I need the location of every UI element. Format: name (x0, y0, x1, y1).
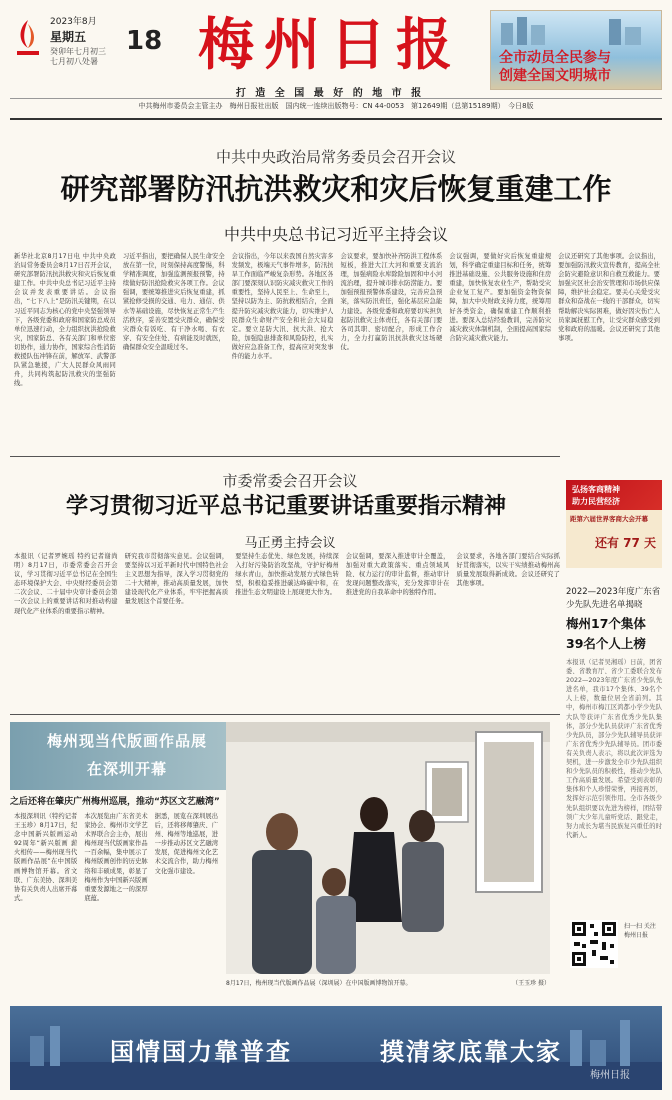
census-slogan-left: 国情国力靠普查 (110, 1038, 292, 1066)
date-day: 18 (126, 26, 163, 56)
newspaper-logo-icon (14, 18, 42, 58)
census-slogan-right: 摸清家底靠大家 (380, 1038, 562, 1066)
date-solar-term: 七月初八处暑 (50, 57, 98, 66)
third-column: 本次展览由广东省美术家协会、梅州市文学艺术界联合会主办，展出梅州现当代版画家作品一百余幅，集中展示了梅州版画创作的历史脉络和丰硕成果，彰显了梅州作为中国新兴版画重要发源地之一的深厚底蕴。 (84, 813, 148, 902)
second-column: 要坚持生态优先、绿色发展，持续深入打好污染防治攻坚战，守护好梅州绿水青山，加快推动发展方式绿色转型，积极稳妥推进碳达峰碳中和，在推进生态文明建设上展现更大作为。 (235, 553, 339, 597)
second-column: 会议强调，要深入推进审计全覆盖，加强对重大政策落实、重点领域风险、权力运行的审计监督，推动审计发现问题整改落实，充分发挥审计在推进党的自我革命中的独特作用。 (345, 553, 450, 597)
qr-label: 扫一扫 关注梅州日报 (624, 923, 656, 939)
lead-column: 会议指出，今年以来我国自然灾害多发频发，极端天气事件增多，防汛抗旱工作面临严峻复杂形势。各地区各部门要深刻认识防灾减灾救灾工作的重要性，坚持人民至上、生命至上，坚持以防为主、防抗救相结合，全面提升防灾减灾救灾能力，切实维护人民群众生命财产安全和社会大局稳定。要立足防大汛、抗大洪、抢大险，加强隐患排查和风险防控，扎实做好应急准备工作，提高应对突发事件的能力水平。 (231, 253, 334, 361)
divider (10, 118, 662, 120)
photo-caption (226, 978, 550, 987)
photo-credit: （王玉珍 摄） (512, 980, 550, 987)
ad-watermark: 梅州日报 (590, 1070, 630, 1081)
banner-subtitle: 之后还将在肇庆广州梅州巡展，推动“苏区文艺融湾” (10, 797, 220, 807)
paper-slogan: 打 造 全 国 最 好 的 地 市 报 (235, 88, 425, 99)
masthead (10, 8, 662, 108)
lead-column: 会议强调，要做好灾后恢复重建规划，科学确定重建目标和任务，统筹推进基础设施、公共服务设施和住房重建，加快恢复农业生产，帮助受灾企业复工复产。要加强资金物资保障，加大中央财政支持力度，统筹用好各类资金，确保重建工作顺利推进。要深入总结经验教训，完善防灾减灾救灾体制机制，全面提高国家综合防灾减灾救灾能力。 (449, 253, 552, 342)
lead-subhead: 中共中央总书记习近平主持会议 (223, 225, 448, 244)
third-column: 本报深圳讯（特约记者王玉珍）8月17日，纪念中国新兴版画运动92周年“新兴版画 薪火相传——梅州现当代版画作品展”在中国版画博物馆开幕。省文联、广东美协、深圳美协有关负责人出席开幕式。 (14, 813, 78, 902)
second-column: 本报讯（记者罗婉瑶 特约记者谢尚明）8月17日，市委常委会召开会议，学习贯彻习近平总书记在全国生态环境保护大会、中央财经委员会第二次会议、二十届中央审计委员会第一次会议上的重要讲话和对推动构建现代化产业体系的重要指示精神。 (14, 553, 118, 615)
banner-title-line-1: 梅州现当代版画作品展 (46, 732, 207, 750)
divider (10, 714, 560, 715)
photo-caption-text: 8月17日，梅州现当代版画作品展（深圳展）在中国版画博物馆开幕。 (226, 980, 412, 987)
city-skyline-icon (491, 11, 661, 45)
second-headline: 学习贯彻习近平总书记重要讲话重要指示精神 (65, 494, 506, 519)
sidebar-ad-line-1: 弘扬客商精神 (572, 485, 620, 494)
lead-column: 新华社北京8月17日电 中共中央政治局常务委员会8月17日召开会议，研究部署防汛抗洪救灾和灾后恢复重建工作。中共中央总书记习近平主持会议并发表重要讲话。会议指出，“七下八上”是防汛关键期，在以习近平同志为核心的党中央坚强领导下，各级党委和政府和国家防总成员单位迅速行动，全力组织抗洪抢险救灾，国家防总、各有关部门和单位密切协作，通力协作，国家综合性消防救援队伍冲锋在前，解放军、武警部队紧急驰援，广大人民群众风雨同舟，共同构筑起防汛救灾的坚强防线。 (14, 253, 116, 388)
date-box (10, 8, 170, 70)
lead-column: 会议还研究了其他事项。会议指出，要加强防汛救灾宣传教育，提高全社会防灾避险意识和自救互救能力。要加强灾区社会治安管理和市场供应保障，维护社会稳定。要关心关爱受灾群众和奋战在一线的干部群众，切实帮助解决实际困难，做好因灾伤亡人员家属抚慰工作，让受灾群众感受到党和政府的温暖。会议还研究了其他事项。 (558, 253, 660, 342)
city-skyline-icon (10, 1006, 662, 1090)
exhibition-photo (226, 722, 550, 974)
countdown-days: 还有 77 天 (594, 536, 656, 550)
sidebar-kicker: 2022—2023年度广东省少先队先进名单揭晓 (566, 587, 661, 610)
second-subhead: 马正勇主持会议 (244, 536, 336, 551)
lead-body (14, 252, 660, 448)
countdown-ad (566, 510, 662, 568)
publication-info: 中共梅州市委员会主管主办 梅州日报社出版 国内统一连续出版物号：CN 44-0053 第12649期（总第15189期） 今日8版 (10, 98, 662, 111)
second-body (14, 552, 560, 710)
census-banner-ad (10, 1006, 662, 1090)
date-weekday: 星期五 (50, 30, 87, 44)
promo-line-2: 创建全国文明城市 (499, 68, 611, 84)
third-column: 据悉，展览在深圳展出后，还将移师肇庆、广州、梅州等地巡展，进一步推动苏区文艺融湾发展，促进梅州文化艺术交流合作，助力梅州文化强市建设。 (154, 813, 218, 875)
promo-line-1: 全市动员全民参与 (499, 50, 611, 66)
lead-column: 习近平指出，要把确保人民生命安全放在第一位，时刻保持高度警惕，科学精准调度，加强监测预报预警，持续做好防汛抢险救灾各项工作。会议强调，要统筹推进灾后恢复重建，抓紧抢修受损的交通、电力、通信、供水等基础设施，尽快恢复正常生产生活秩序，妥善安置受灾群众，确保受灾群众有饭吃、有干净水喝、有衣穿、有安全住处、有病能及时就医，确保群众安全温暖过冬。 (122, 253, 225, 351)
banner-title-line-2: 在深圳开幕 (86, 760, 167, 778)
exhibition-banner (10, 722, 240, 790)
second-kicker: 市委常委会召开会议 (222, 472, 358, 490)
sidebar-body: 本报讯（记者吴湘瑶）日前，团省委、省教育厅、省少工委联合发布2022—2023年度广东省少先队先进名单，我市17个集体、39名个人上榜，数量位居全省前列。其中，梅州市梅江区鸿都小学少先队大队等获评广东省优秀少先队集体，部分少先队员获评广东省优秀少先队员，部分少先队辅导员获评广东省优秀少先队辅导员。团市委有关负责人表示，将以此次评选为契机，进一步激发全市少先队组织和少先队员的积极性，推动少先队工作高质量发展。希望受到表彰的集体和个人珍惜荣誉，再接再厉，发挥好示范引领作用。全市各级少先队组织要以先进为榜样，团结带领广大少年儿童听党话、跟党走，努力成长为堪当民族复兴重任的时代新人。 (566, 659, 662, 839)
lead-column: 会议要求，要加快补齐防洪工程体系短板，推进大江大河和重要支流治理，加强病险水库除险加固和中小河流治理，提升城市排水防涝能力。要加强预报预警体系建设，完善应急预案，落实防汛责任，强化基层应急能力建设。各级党委和政府要切实担负起防汛救灾主体责任，各有关部门要各司其职、密切配合，形成工作合力，全力打赢防汛抗洪救灾这场硬仗。 (340, 253, 443, 351)
gallery-scene-image (226, 722, 550, 974)
lead-kicker: 中共中央政治局常务委员会召开会议 (215, 148, 456, 166)
lead-headline: 研究部署防汛抗洪救灾和灾后恢复重建工作 (60, 172, 612, 206)
civilization-promo (490, 10, 662, 90)
divider (10, 456, 560, 457)
second-column: 研究我市贯彻落实意见。会议强调，要坚持以习近平新时代中国特色社会主义思想为指导，深入学习贯彻党的二十大精神，推动高质量发展，加快建设现代化产业体系，牢牢把握高质量发展这个首要任务。 (124, 553, 229, 606)
paper-title: 梅州日报 (198, 12, 462, 78)
date-year-month: 2023年8月 (50, 17, 97, 27)
second-column: 会议要求，各地各部门要结合实际抓好贯彻落实，以实干实绩推动梅州高质量发展取得新成效。会议还研究了其他事项。 (456, 553, 560, 588)
sidebar-ad-line-2: 助力民营经济 (572, 497, 620, 506)
date-lunar: 癸卯年七月初三 (50, 47, 106, 56)
third-body (14, 812, 218, 1002)
sidebar-headline: 梅州17个集体39名个人上榜 (566, 616, 646, 651)
countdown-label: 距第六届世界客商大会开幕 (570, 515, 648, 523)
qr-code-icon (570, 920, 618, 968)
